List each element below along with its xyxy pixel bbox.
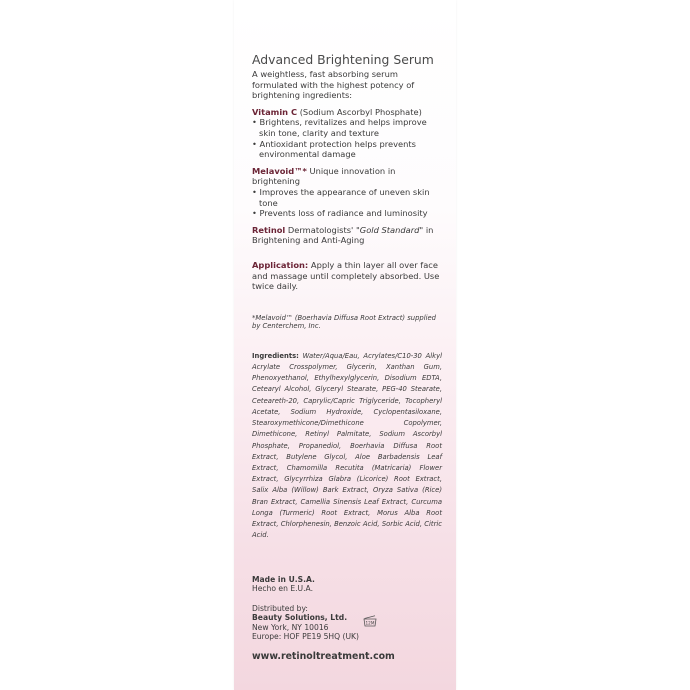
intro-text: A weightless, fast absorbing serum formulated with the highest potency of brightening ingredients: — [252, 69, 415, 101]
ingredients-text: Water/Aqua/Eau, Acrylates/C10-30 Alkyl Acrylate Crosspolymer, Glycerin, Xanthan Gum, Phenoxyethanol, Ethylhexylglycerin, Disodium EDTA, Cetearyl Alcohol, Glyceryl Stearate, PEG-40 Stearate, Ceteareth-20, Caprylic/Capric Triglyceride, Tocopheryl Acetate, Sodium Hydroxide, Cyclopentasiloxane, Stearoxymethicone/Dimethicone Copolymer, Dimethicone, Retinyl Palmitate, Sodium Ascorbyl Phosphate, Propanediol, Boerhavia Diffusa Root Extract, Butylene Glycol, Aloe Barbadensis Leaf Extract, Chamomilla Recutita (Matricaria) Flower Extract, Glycyrrhiza Glabra (Licorice) Root Extract, Salix Alba (Willow) Bark Extract, Oryza Sativa (Rice) Bran Extract, Camellia Sinensis Leaf Extract, Curcuma Longa (Turmeric) Root Extract, Morus Alba Root Extract, Chlorphenesin, Benzoic Acid, Sorbic Acid, Citric Acid. — [252, 351, 442, 540]
retinol-section — [252, 225, 442, 246]
application-label: Application: — [252, 259, 309, 270]
melavoid-bullet: • Improves the appearance of uneven skin tone — [252, 187, 442, 208]
gold-standard-quote: "Gold Standard" — [355, 224, 424, 235]
europe-address: Europe: HOF PE19 5HQ (UK) — [252, 632, 359, 642]
vitamin-c-section — [252, 107, 442, 160]
vitamin-c-bullet: • Brightens, revitalizes and helps improve skin tone, clarity and texture — [252, 117, 442, 138]
melavoid-desc: Unique innovation in brightening — [252, 165, 396, 187]
label-content — [252, 52, 442, 548]
hecho-en: Hecho en E.U.A. — [252, 584, 313, 594]
product-title: Advanced Brightening Serum — [252, 52, 434, 67]
application-text — [252, 260, 442, 292]
retinol-desc-2: in Brightening and Anti-Aging — [252, 224, 434, 246]
website-url: www.retinoltreatment.com — [252, 651, 395, 663]
company-name: Beauty Solutions, Ltd. — [252, 613, 348, 623]
label-footer — [252, 575, 442, 672]
application-body: Apply a thin layer all over face and massage until completely absorbed. Use twice daily. — [252, 259, 440, 292]
vitamin-c-bullet: • Antioxidant protection helps prevents environmental damage — [252, 139, 442, 160]
retinol-desc: Dermatologists' — [285, 224, 356, 235]
distributed-by: Distributed by: — [252, 603, 308, 613]
retinol-name: Retinol — [252, 224, 286, 235]
vitamin-c-desc: (Sodium Ascorbyl Phosphate) — [297, 106, 422, 117]
ingredients-label: Ingredients: — [252, 351, 299, 360]
made-in: Made in U.S.A. — [252, 575, 315, 584]
melavoid-section — [252, 166, 442, 219]
melavoid-footnote: *Melavoid™ (Boerhavia Diffusa Root Extract) supplied by Centerchem, Inc. — [252, 313, 436, 331]
open-jar-icon — [362, 615, 378, 627]
vitamin-c-name: Vitamin C — [252, 106, 298, 117]
melavoid-name: Melavoid™* — [252, 165, 307, 176]
company-city: New York, NY 10016 — [252, 622, 329, 632]
ingredients-list — [252, 351, 442, 541]
pao-label: 12M — [365, 620, 375, 626]
melavoid-bullet: • Prevents loss of radiance and luminosity — [252, 208, 442, 219]
